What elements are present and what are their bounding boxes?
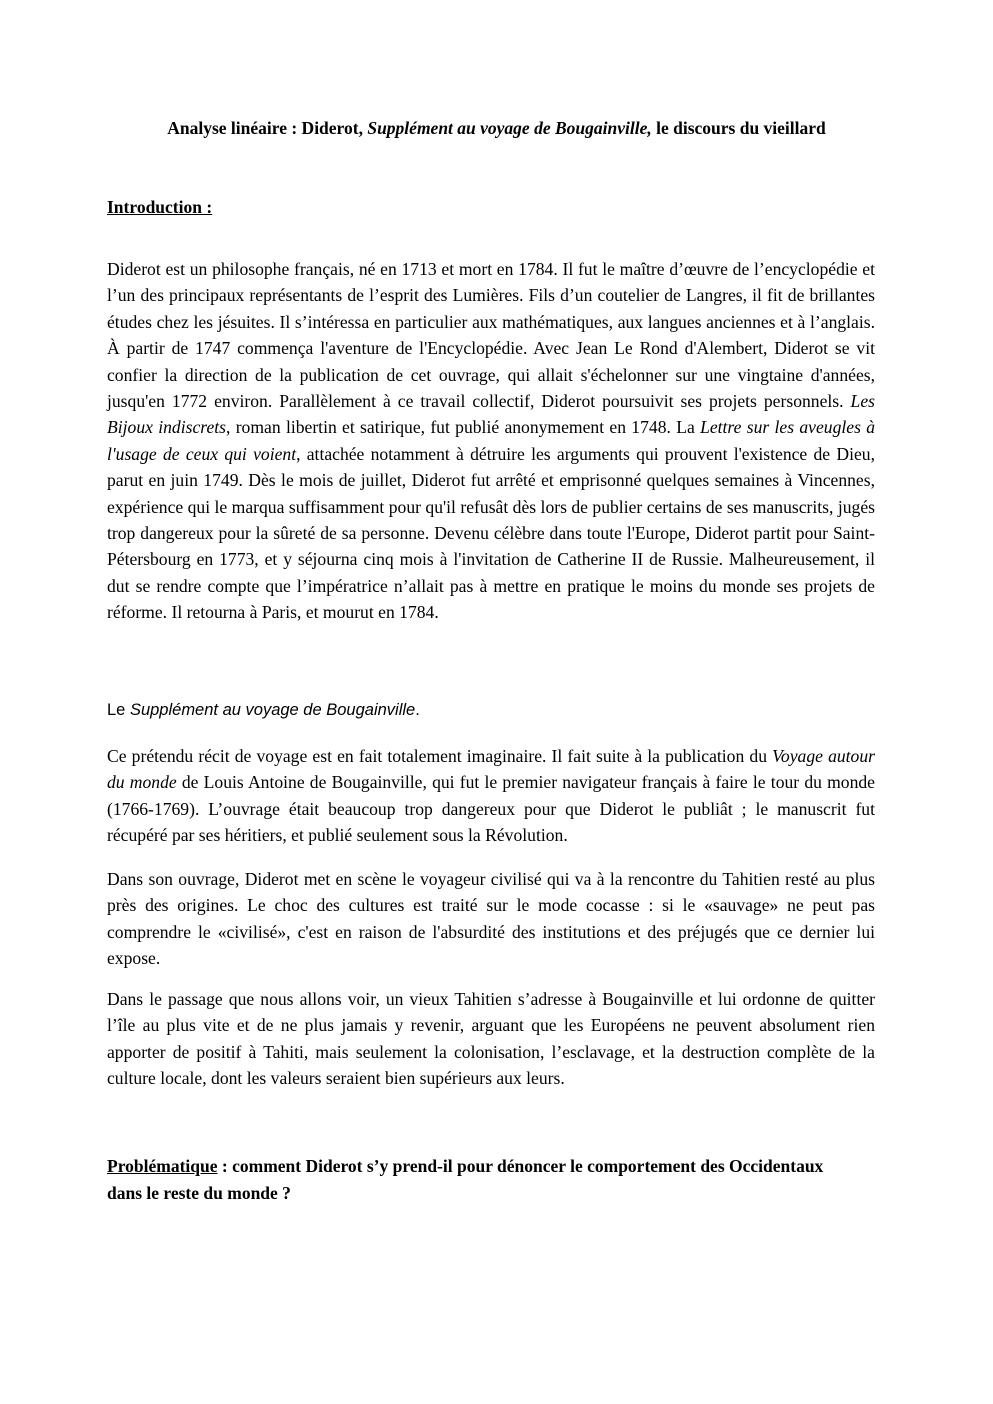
supplement-title: Supplément au voyage de Bougainville xyxy=(129,701,416,719)
problematique-label: Problématique xyxy=(107,1156,218,1176)
supplement-line xyxy=(107,698,420,722)
problematique xyxy=(107,1153,827,1207)
book-title-lettre: Lettre sur les aveugles à l'usage de ceux qui voient xyxy=(107,417,876,464)
paragraph-voyage xyxy=(107,743,875,849)
introduction-heading: Introduction : xyxy=(107,197,213,217)
book-title-voyage: Voyage autour du monde xyxy=(107,746,875,793)
document-title xyxy=(0,116,993,140)
book-title-bijoux: Les Bijoux indiscrets xyxy=(107,391,875,438)
paragraph-biography xyxy=(107,256,875,626)
title-prefix: Analyse linéaire : Diderot, xyxy=(167,118,368,138)
title-work: Supplément au voyage de Bougainville, xyxy=(367,118,652,138)
supplement-prefix: Le xyxy=(107,701,130,719)
paragraph-passage: Dans le passage que nous allons voir, un vieux Tahitien s’adresse à Bougainville et lui ordonne de quitter l’île au plus vite et de ne plus jamais y revenir, arguant que les Européens ne peuvent absolument rien apporter de positif à Tahiti, mais seulement la colonisation, l’esclavage, et la destruction complète de la culture locale, dont les valeurs seraient bien supérieurs aux leurs. xyxy=(107,989,875,1089)
paragraph-text: Diderot est un philosophe français, né en 1713 et mort en 1784. Il fut le maître d’œuvre de l’encyclopédie et l’un des principaux représentants de l’esprit des Lumières. Fils d’un coutelier de Langres, il fit de brillantes études chez les jésuites. Il s’intéressa en particulier aux mathématiques, aux langues anciennes et à l’anglais. À partir de 1747 commença l'aventure de l'Encyclopédie. Avec Jean Le Rond d'Alembert, Diderot se vit confier la direction de la publication de cet ouvrage, qui allait s'échelonner sur une vingtaine d'années, jusqu'en 1772 environ. Parallèlement à ce travail collectif, Diderot poursuivit ses projets personnels. xyxy=(107,259,875,412)
title-suffix: le discours du vieillard xyxy=(651,118,826,138)
paragraph-text: , roman libertin et satirique, fut publié anonymement en 1748. La xyxy=(226,417,701,438)
paragraph-text: Ce prétendu récit de voyage est en fait totalement imaginaire. Il fait suite à la publication du xyxy=(107,746,773,766)
supplement-suffix: . xyxy=(415,701,420,719)
paragraph-text: de Louis Antoine de Bougainville, qui fut le premier navigateur français à faire le tour du monde (1766-1769). L’ouvrage était beaucoup trop dangereux pour que Diderot le publiât ; le manuscrit fut récupéré par ses héritiers, et publié seulement sous la Révolution. xyxy=(107,772,875,846)
paragraph-ouvrage: Dans son ouvrage, Diderot met en scène le voyageur civilisé qui va à la rencontre du Tahitien resté au plus près des origines. Le choc des cultures est traité sur le mode cocasse : si le «sauvage» ne peut pas comprendre le «civilisé», c'est en raison de l'absurdité des institutions et des préjugés que ce dernier lui expose. xyxy=(107,869,875,969)
problematique-text: : comment Diderot s’y prend-il pour dénoncer le comportement des Occidentaux dans le reste du monde ? xyxy=(107,1156,824,1203)
paragraph-text: , attachée notamment à détruire les arguments qui prouvent l'existence de Dieu, parut en juin 1749. Dès le mois de juillet, Diderot fut arrêté et emprisonné quelques semaines à Vincennes, expérience qui le marqua suffisamment pour qu'il refusât dès lors de publier certains de ses manuscrits, jugés trop dangereux pour la sûreté de sa personne. Devenu célèbre dans toute l'Europe, Diderot partit pour Saint-Pétersbourg en 1773, et y séjourna cinq mois à l'invitation de Catherine II de Russie. Malheureusement, il dut se rendre compte que l’impératrice n’allait pas à mettre en pratique le moins du monde ses projets de réforme. Il retourna à Paris, et mourut en 1784. xyxy=(107,443,875,623)
